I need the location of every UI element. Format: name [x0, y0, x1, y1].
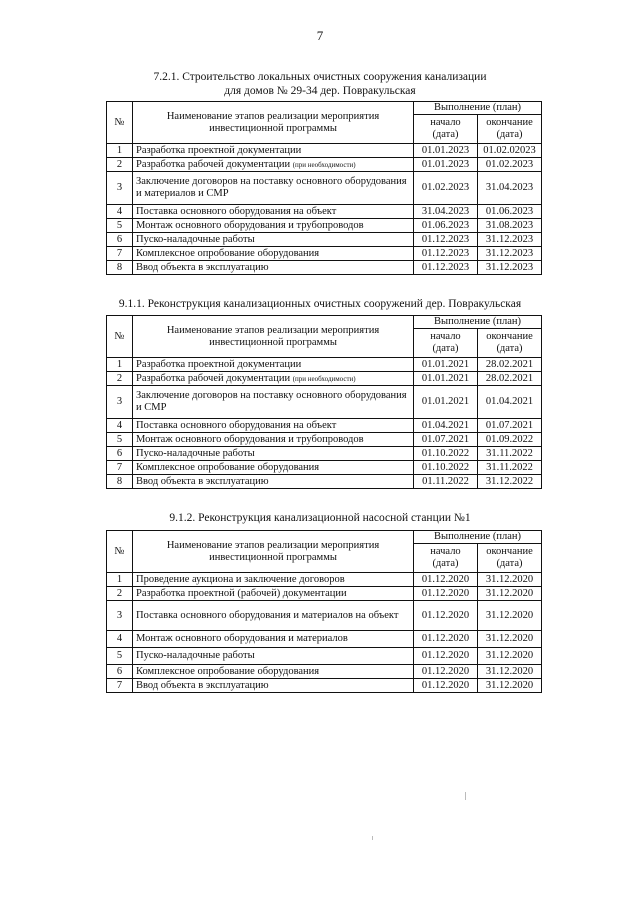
table-row: [107, 447, 542, 461]
cell-end: 01.09.2022: [478, 433, 542, 447]
cell-num: 2: [107, 158, 133, 172]
cell-name: Проведение аукциона и заключение договоров: [133, 573, 414, 587]
cell-end: 31.12.2022: [478, 475, 542, 489]
cell-end: 31.12.2020: [478, 573, 542, 587]
cell-num: 8: [107, 475, 133, 489]
table-row: [107, 261, 542, 275]
scan-mark: [372, 836, 373, 840]
cell-end: 31.12.2020: [478, 648, 542, 665]
cell-name: Заключение договоров на поставку основного оборудования и материалов и СМР: [133, 172, 414, 205]
cell-name: Пуско-наладочные работы: [133, 648, 414, 665]
cell-start: 01.12.2023: [414, 233, 478, 247]
cell-start: 01.12.2020: [414, 679, 478, 693]
cell-start: 01.01.2021: [414, 386, 478, 419]
row-note: (при необходимости): [292, 160, 356, 169]
cell-num: 1: [107, 144, 133, 158]
cell-num: 6: [107, 447, 133, 461]
start-header: начало (дата): [414, 329, 478, 358]
cell-end: 01.02.2023: [478, 158, 542, 172]
table-row: [107, 233, 542, 247]
cell-end: 31.08.2023: [478, 219, 542, 233]
cell-name: Комплексное опробование оборудования: [133, 461, 414, 475]
cell-end: 01.06.2023: [478, 205, 542, 219]
section-title: [100, 297, 540, 311]
cell-name: Заключение договоров на поставку основного оборудования и СМР: [133, 386, 414, 419]
table-row: [107, 461, 542, 475]
num-header: №: [107, 102, 133, 144]
cell-start: 01.12.2020: [414, 665, 478, 679]
section-title: [110, 70, 530, 98]
table-row: [107, 172, 542, 205]
num-header: №: [107, 316, 133, 358]
cell-end: 31.12.2020: [478, 631, 542, 648]
cell-num: 3: [107, 172, 133, 205]
cell-start: 01.01.2023: [414, 144, 478, 158]
cell-num: 1: [107, 573, 133, 587]
cell-end: 28.02.2021: [478, 358, 542, 372]
table-row: [107, 475, 542, 489]
table-row: [107, 665, 542, 679]
cell-name: Поставка основного оборудования на объект: [133, 205, 414, 219]
cell-end: 01.07.2021: [478, 419, 542, 433]
section-title-line1: 7.2.1. Строительство локальных очистных сооружения канализации: [153, 71, 487, 83]
cell-start: 01.12.2020: [414, 601, 478, 631]
table-row: [107, 219, 542, 233]
section-title: [110, 511, 530, 525]
cell-end: 31.12.2020: [478, 601, 542, 631]
cell-name: Ввод объекта в эксплуатацию: [133, 679, 414, 693]
table-row: [107, 158, 542, 172]
cell-end: 31.12.2020: [478, 665, 542, 679]
cell-num: 2: [107, 372, 133, 386]
table-row: [107, 648, 542, 665]
cell-name: Поставка основного оборудования на объект: [133, 419, 414, 433]
cell-start: 01.10.2022: [414, 461, 478, 475]
cell-start: 01.12.2020: [414, 648, 478, 665]
execution-header: Выполнение (план): [414, 316, 542, 329]
cell-name: Ввод объекта в эксплуатацию: [133, 261, 414, 275]
cell-num: 8: [107, 261, 133, 275]
row-name: Разработка рабочей документации: [136, 372, 291, 384]
cell-start: 01.06.2023: [414, 219, 478, 233]
cell-start: 01.12.2023: [414, 261, 478, 275]
cell-start: 01.07.2021: [414, 433, 478, 447]
cell-start: 01.04.2021: [414, 419, 478, 433]
cell-end: 31.12.2020: [478, 679, 542, 693]
cell-num: 2: [107, 587, 133, 601]
cell-name: [133, 372, 414, 386]
cell-start: 01.12.2020: [414, 631, 478, 648]
cell-num: 3: [107, 601, 133, 631]
schedule-table: [106, 315, 542, 489]
cell-name: Поставка основного оборудования и материалов на объект: [133, 601, 414, 631]
cell-name: Ввод объекта в эксплуатацию: [133, 475, 414, 489]
cell-end: 01.04.2021: [478, 386, 542, 419]
page-number: 7: [316, 28, 324, 43]
start-header: начало (дата): [414, 115, 478, 144]
cell-end: 31.12.2023: [478, 247, 542, 261]
table-row: [107, 419, 542, 433]
cell-name: Разработка проектной документации: [133, 358, 414, 372]
table-row: [107, 601, 542, 631]
cell-name: Монтаж основного оборудования и трубопроводов: [133, 433, 414, 447]
cell-num: 4: [107, 419, 133, 433]
table-row: [107, 358, 542, 372]
cell-num: 5: [107, 648, 133, 665]
table-row: [107, 631, 542, 648]
cell-end: 31.12.2023: [478, 261, 542, 275]
table-row: [107, 372, 542, 386]
cell-num: 7: [107, 247, 133, 261]
cell-start: 01.12.2020: [414, 587, 478, 601]
cell-num: 7: [107, 679, 133, 693]
section-title-line1: 9.1.2. Реконструкция канализационной насосной станции №1: [169, 512, 471, 524]
cell-end: 31.04.2023: [478, 172, 542, 205]
cell-start: 01.11.2022: [414, 475, 478, 489]
row-name: Разработка рабочей документации: [136, 158, 291, 170]
cell-end: 28.02.2021: [478, 372, 542, 386]
table-row: [107, 433, 542, 447]
stage-header: Наименование этапов реализации мероприятия инвестиционной программы: [133, 531, 414, 573]
cell-start: 01.10.2022: [414, 447, 478, 461]
end-header: окончание (дата): [478, 115, 542, 144]
end-header: окончание (дата): [478, 544, 542, 573]
table-row: [107, 587, 542, 601]
section-title-line1: 9.1.1. Реконструкция канализационных очистных сооружений дер. Повракульская: [118, 298, 522, 310]
scan-mark: [465, 792, 466, 800]
cell-start: 01.01.2021: [414, 372, 478, 386]
cell-end: 31.11.2022: [478, 447, 542, 461]
cell-name: Комплексное опробование оборудования: [133, 665, 414, 679]
cell-name: [133, 158, 414, 172]
cell-name: Комплексное опробование оборудования: [133, 247, 414, 261]
cell-start: 31.04.2023: [414, 205, 478, 219]
table-row: [107, 679, 542, 693]
schedule-table: [106, 101, 542, 275]
cell-start: 01.02.2023: [414, 172, 478, 205]
stage-header: Наименование этапов реализации мероприятия инвестиционной программы: [133, 316, 414, 358]
execution-header: Выполнение (план): [414, 531, 542, 544]
table-row: [107, 573, 542, 587]
stage-header: Наименование этапов реализации мероприятия инвестиционной программы: [133, 102, 414, 144]
cell-num: 6: [107, 665, 133, 679]
cell-name: Пуско-наладочные работы: [133, 447, 414, 461]
cell-end: 01.02.02023: [478, 144, 542, 158]
cell-start: 01.01.2021: [414, 358, 478, 372]
num-header: №: [107, 531, 133, 573]
cell-name: Разработка проектной (рабочей) документации: [133, 587, 414, 601]
cell-num: 1: [107, 358, 133, 372]
cell-num: 4: [107, 631, 133, 648]
table-row: [107, 144, 542, 158]
cell-num: 3: [107, 386, 133, 419]
cell-start: 01.12.2023: [414, 247, 478, 261]
table-row: [107, 386, 542, 419]
table-row: [107, 205, 542, 219]
schedule-table: [106, 530, 542, 693]
cell-name: Монтаж основного оборудования и материалов: [133, 631, 414, 648]
cell-end: 31.12.2023: [478, 233, 542, 247]
cell-start: 01.01.2023: [414, 158, 478, 172]
table-row: [107, 247, 542, 261]
cell-num: 7: [107, 461, 133, 475]
cell-num: 5: [107, 433, 133, 447]
end-header: окончание (дата): [478, 329, 542, 358]
cell-end: 31.11.2022: [478, 461, 542, 475]
cell-end: 31.12.2020: [478, 587, 542, 601]
cell-name: Монтаж основного оборудования и трубопроводов: [133, 219, 414, 233]
execution-header: Выполнение (план): [414, 102, 542, 115]
cell-num: 4: [107, 205, 133, 219]
cell-num: 5: [107, 219, 133, 233]
cell-num: 6: [107, 233, 133, 247]
row-note: (при необходимости): [292, 374, 356, 383]
section-title-line2: для домов № 29-34 дер. Повракульская: [224, 85, 416, 97]
cell-start: 01.12.2020: [414, 573, 478, 587]
cell-name: Пуско-наладочные работы: [133, 233, 414, 247]
start-header: начало (дата): [414, 544, 478, 573]
cell-name: Разработка проектной документации: [133, 144, 414, 158]
